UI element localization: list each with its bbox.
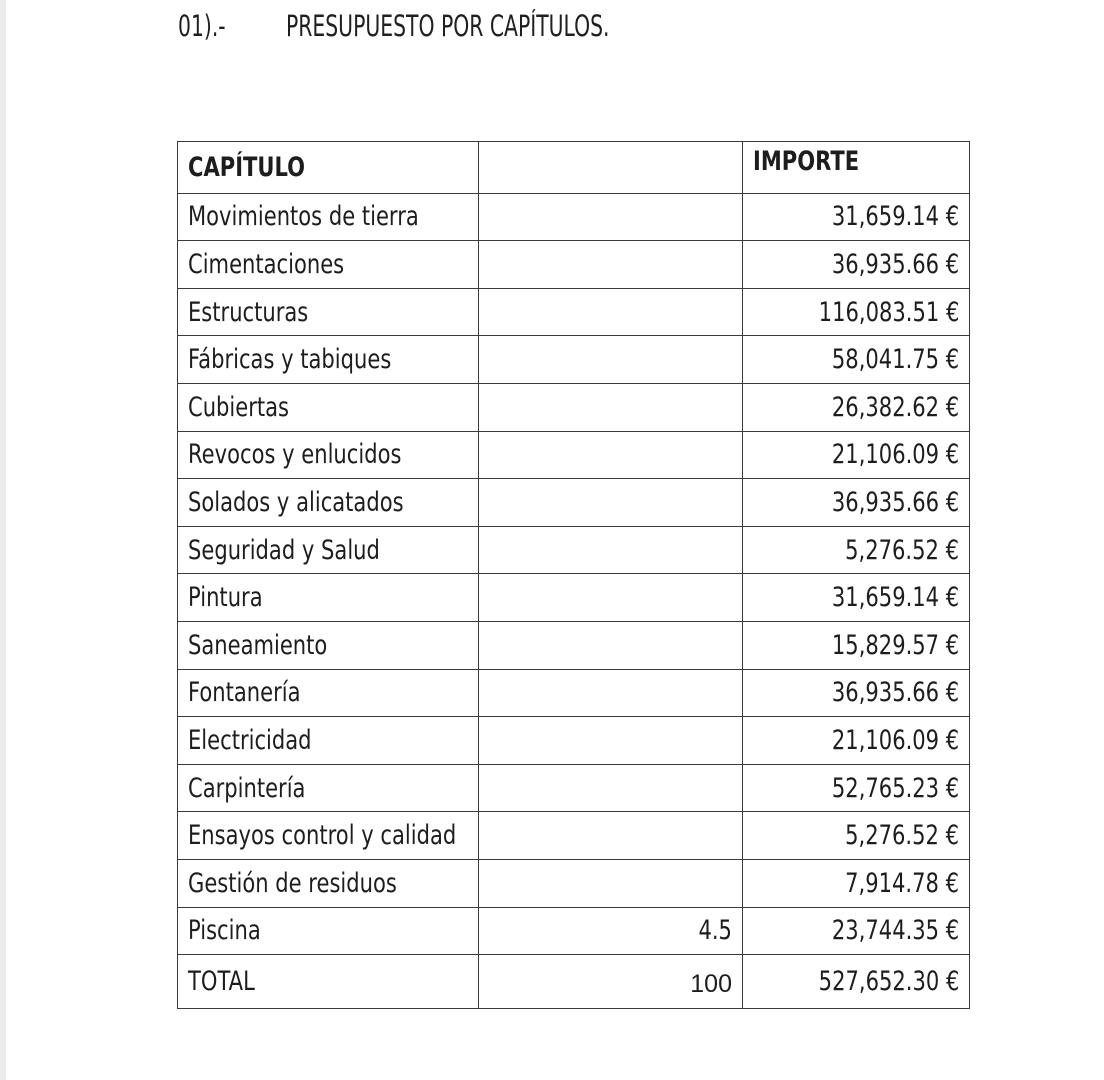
cell-amount — [743, 669, 970, 717]
cell-amount — [743, 241, 970, 289]
chapter-name: Ensayos control y calidad — [188, 820, 457, 852]
cell-percent — [479, 288, 743, 336]
header-percent — [479, 142, 743, 194]
budget-table — [177, 141, 970, 1009]
cell-chapter — [178, 907, 479, 955]
chapter-amount: 31,659.14 € — [831, 582, 959, 614]
cell-amount — [743, 526, 970, 574]
table-row — [178, 193, 970, 241]
table-total-row — [178, 955, 970, 1009]
table-row — [178, 479, 970, 527]
chapter-amount: 5,276.52 € — [845, 534, 959, 566]
chapter-name: Solados y alicatados — [188, 486, 404, 518]
header-amount — [743, 142, 970, 194]
cell-chapter — [178, 621, 479, 669]
chapter-amount: 21,106.09 € — [831, 724, 959, 756]
chapter-amount: 7,914.78 € — [845, 867, 959, 899]
cell-percent — [479, 336, 743, 384]
cell-amount — [743, 812, 970, 860]
table-row — [178, 574, 970, 622]
chapter-name: Pintura — [188, 582, 263, 614]
chapter-name: Revocos y enlucidos — [188, 439, 402, 471]
cell-percent — [479, 907, 743, 955]
cell-percent — [479, 859, 743, 907]
cell-percent — [479, 764, 743, 812]
chapter-amount: 15,829.57 € — [831, 629, 959, 661]
cell-chapter — [178, 288, 479, 336]
total-percent: 100 — [690, 969, 732, 998]
table-row — [178, 431, 970, 479]
cell-percent — [479, 669, 743, 717]
cell-amount — [743, 859, 970, 907]
chapter-name: Cimentaciones — [188, 248, 345, 280]
header-amount-label: IMPORTE — [753, 146, 860, 177]
cell-amount — [743, 193, 970, 241]
table-row — [178, 526, 970, 574]
cell-amount — [743, 288, 970, 336]
cell-total-amount — [743, 955, 970, 1009]
cell-chapter — [178, 812, 479, 860]
cell-chapter — [178, 431, 479, 479]
cell-chapter — [178, 336, 479, 384]
chapter-name: Seguridad y Salud — [188, 534, 380, 566]
chapter-name: Estructuras — [188, 296, 309, 328]
cell-total-label — [178, 955, 479, 1009]
chapter-name: Saneamiento — [188, 629, 328, 661]
chapter-amount: 116,083.51 € — [818, 296, 959, 328]
table-row — [178, 621, 970, 669]
cell-percent — [479, 717, 743, 765]
table-row — [178, 859, 970, 907]
chapter-amount: 21,106.09 € — [831, 439, 959, 471]
header-chapter-label: CAPÍTULO — [188, 151, 306, 183]
chapter-name: Fontanería — [188, 677, 301, 709]
cell-chapter — [178, 193, 479, 241]
chapter-amount: 36,935.66 € — [831, 248, 959, 280]
cell-chapter — [178, 574, 479, 622]
total-label: TOTAL — [188, 965, 255, 997]
cell-amount — [743, 764, 970, 812]
cell-percent — [479, 479, 743, 527]
chapter-amount: 31,659.14 € — [831, 201, 959, 233]
chapter-name: Electricidad — [188, 724, 312, 756]
table-row — [178, 764, 970, 812]
chapter-amount: 5,276.52 € — [845, 820, 959, 852]
chapter-amount: 26,382.62 € — [831, 391, 959, 423]
cell-percent — [479, 812, 743, 860]
table-row — [178, 383, 970, 431]
cell-chapter — [178, 526, 479, 574]
chapter-name: Movimientos de tierra — [188, 201, 419, 233]
budget-table-body — [178, 142, 970, 1009]
cell-amount — [743, 574, 970, 622]
table-row — [178, 241, 970, 289]
section-title: PRESUPUESTO POR CAPÍTULOS. — [286, 9, 610, 43]
cell-chapter — [178, 241, 479, 289]
cell-percent — [479, 621, 743, 669]
cell-percent — [479, 383, 743, 431]
cell-percent — [479, 526, 743, 574]
header-chapter — [178, 142, 479, 194]
table-row — [178, 812, 970, 860]
chapter-amount: 23,744.35 € — [831, 915, 959, 947]
chapter-name: Carpintería — [188, 772, 306, 804]
section-heading — [178, 6, 701, 46]
chapter-name: Gestión de residuos — [188, 867, 397, 899]
cell-amount — [743, 621, 970, 669]
cell-percent — [479, 574, 743, 622]
cell-percent — [479, 431, 743, 479]
total-amount: 527,652.30 € — [818, 965, 959, 997]
cell-amount — [743, 479, 970, 527]
chapter-name: Fábricas y tabiques — [188, 344, 392, 376]
cell-total-percent — [479, 955, 743, 1009]
table-row — [178, 336, 970, 384]
table-row — [178, 907, 970, 955]
cell-amount — [743, 907, 970, 955]
table-header-row — [178, 142, 970, 194]
chapter-amount: 36,935.66 € — [831, 486, 959, 518]
chapter-amount: 36,935.66 € — [831, 677, 959, 709]
chapter-amount: 52,765.23 € — [831, 772, 959, 804]
page-left-edge — [0, 0, 6, 1080]
cell-percent — [479, 193, 743, 241]
chapter-percent: 4.5 — [698, 915, 732, 947]
table-row — [178, 717, 970, 765]
chapter-name: Cubiertas — [188, 391, 290, 423]
cell-amount — [743, 383, 970, 431]
chapter-name: Piscina — [188, 915, 261, 947]
cell-chapter — [178, 669, 479, 717]
chapter-amount: 58,041.75 € — [831, 344, 959, 376]
table-row — [178, 669, 970, 717]
cell-chapter — [178, 717, 479, 765]
cell-chapter — [178, 859, 479, 907]
cell-chapter — [178, 764, 479, 812]
table-row — [178, 288, 970, 336]
cell-percent — [479, 241, 743, 289]
cell-chapter — [178, 479, 479, 527]
cell-amount — [743, 336, 970, 384]
cell-amount — [743, 717, 970, 765]
cell-amount — [743, 431, 970, 479]
section-number: 01).- — [178, 9, 226, 43]
cell-chapter — [178, 383, 479, 431]
